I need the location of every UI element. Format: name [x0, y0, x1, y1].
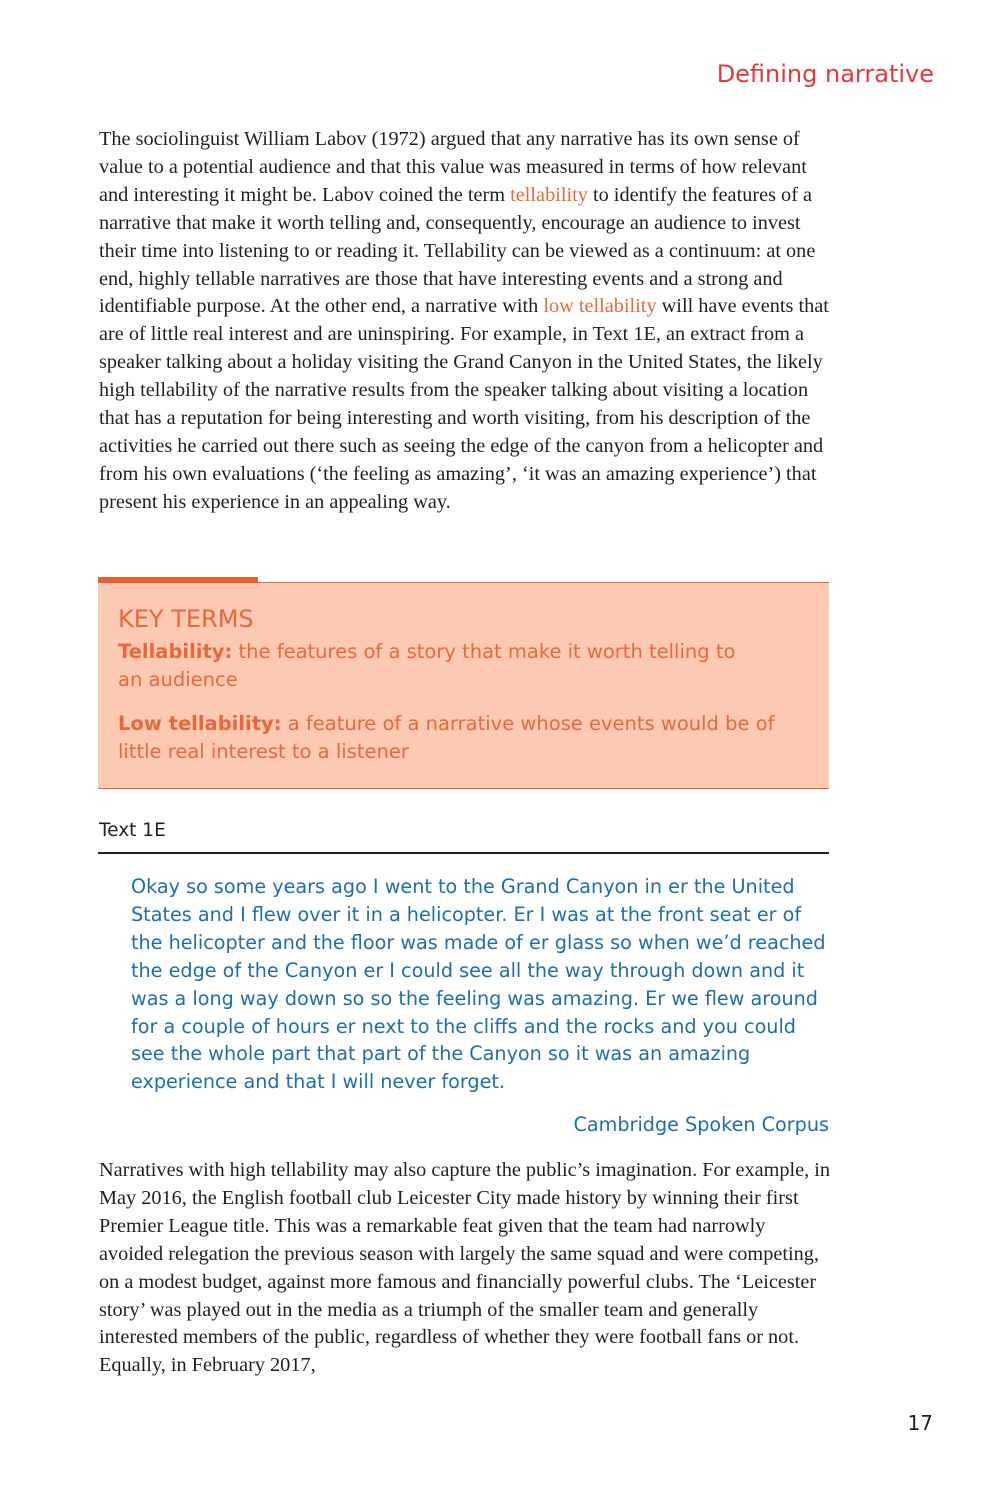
key-term-entry [118, 710, 808, 766]
key-term-definition: the features of a story that make it worth telling to an audience [118, 640, 736, 691]
key-term-link-low-tellability: low tellability [543, 295, 657, 318]
paragraph-text: The sociolinguist William Labov (1972) argued that any narrative has its own sense of value to a potential audience and that this value was measured in terms of how relevant and interesting it might be. Labov coined the term [99, 128, 807, 206]
paragraph-text: will have events that are of little real interest and are uninspiring. For example, in Text 1E, an extract from a speaker talking about a holiday visiting the Grand Canyon in the United States, the likely high tellability of the narrative results from the speaker talking about visiting a location that has a reputation for being interesting and worth visiting, from his description of the activities he carried out there such as seeing the edge of the canyon from a helicopter and from his own evaluations (‘the feeling as amazing’, ‘it was an amazing experience’) that present his experience in an appealing way. [99, 295, 829, 513]
key-terms-box [98, 582, 829, 789]
key-terms-heading: KEY TERMS [118, 605, 254, 633]
page-number: 17 [907, 1411, 933, 1435]
extract-divider [98, 852, 829, 854]
key-term-name: Tellability: [118, 640, 233, 663]
key-term-name: Low tellability: [118, 712, 282, 735]
paragraph-text: to identify the features of a narrative that make it worth telling and, consequently, encourage an audience to invest their time into listening to or reading it. Tellability can be viewed as a continuum: at one end, highly tellable narratives are those that have interesting events and a strong and identifiable purpose. At the other end, a narrative with [99, 183, 816, 318]
body-paragraph-1 [99, 126, 832, 517]
extract-label: Text 1E [99, 820, 166, 841]
extract-quote: Okay so some years ago I went to the Grand Canyon in er the United States and I flew over it in a helicopter. Er I was at the front seat er of the helicopter and the floor was made of er glass so when we’d reached the edge of the Canyon er I could see all the way through down and it was a long way down so so the feeling was amazing. Er we flew around for a couple of hours er next to the cliffs and the rocks and you could see the whole part that part of the Canyon so it was an amazing experience and that I will never forget. [131, 875, 826, 1094]
running-head-title: Defining narrative [716, 60, 934, 88]
key-term-definition: a feature of a narrative whose events would be of little real interest to a listener [118, 712, 775, 763]
key-term-link-tellability: tellability [510, 183, 588, 206]
key-term-entry [118, 638, 738, 694]
extract-source: Cambridge Spoken Corpus [573, 1113, 829, 1136]
body-paragraph-2: Narratives with high tellability may also capture the public’s imagination. For example, in May 2016, the English football club Leicester City made history by winning their first Premier League title. This was a remarkable feat given that the team had narrowly avoided relegation the previous season with largely the same squad and were competing, on a modest budget, against more famous and financially powerful clubs. The ‘Leicester story’ was played out in the media as a triumph of the smaller team and generally interested members of the public, regardless of whether they were football fans or not. Equally, in February 2017, [99, 1159, 831, 1377]
